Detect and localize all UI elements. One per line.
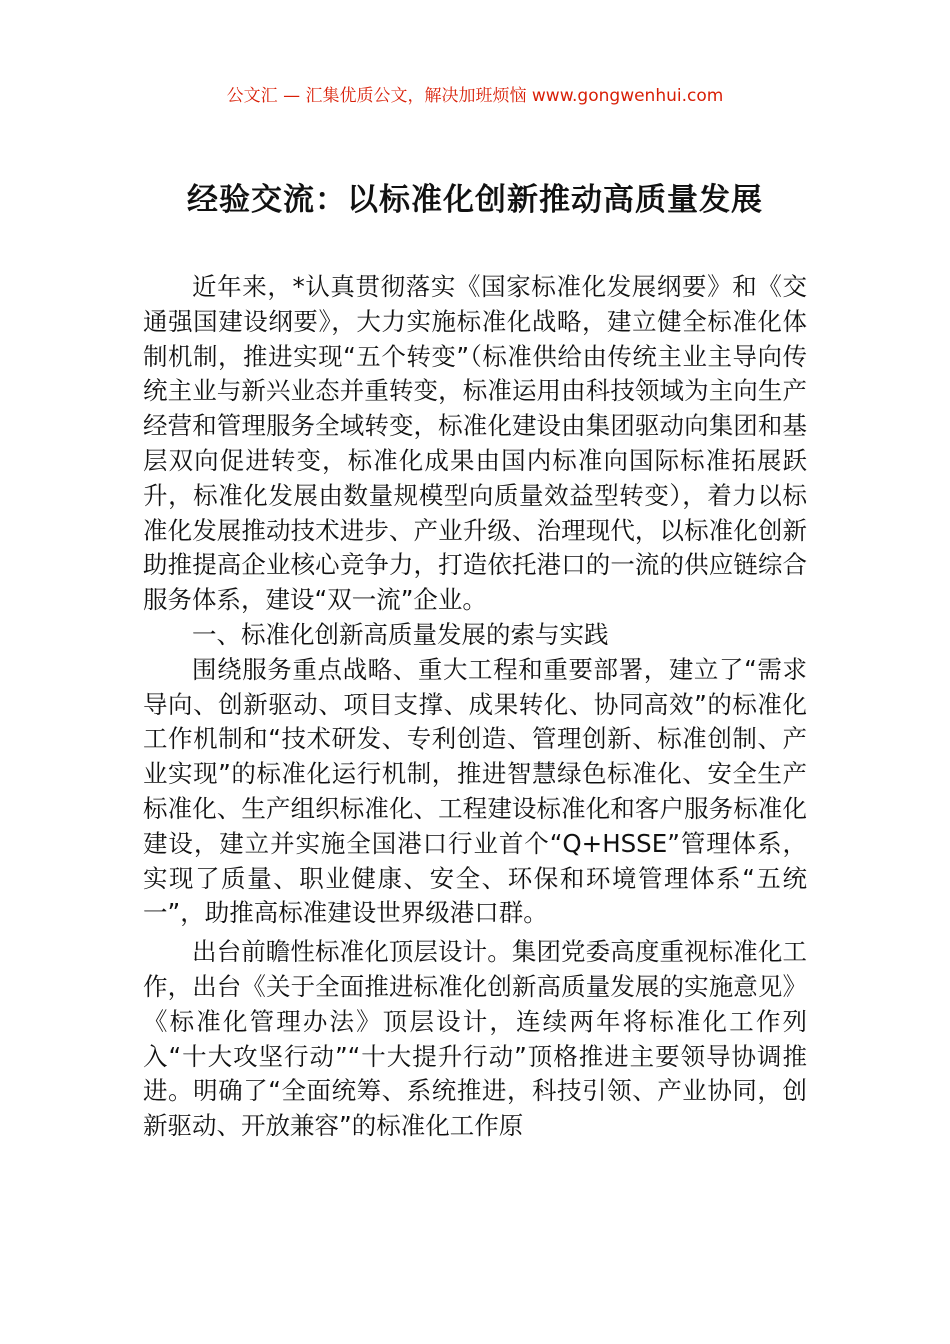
document-title: 经验交流：以标准化创新推动高质量发展 [187,182,763,218]
paragraph-top-level-design: 出台前瞻性标准化顶层设计。集团党委高度重视标准化工作，出台《关于全面推进标准化创新高质量发展的实施意见》《标准化管理办法》顶层设计，连续两年将标准化工作列入“十大攻坚行动”“十大提升行动”顶格推进主要领导协调推进。明确了“全面统筹、系统推进，科技引领、产业协同，创新驱动、开放兼容”的标准化工作原 [143,937,807,1141]
paragraph-mechanism: 围绕服务重点战略、重大工程和重要部署，建立了“需求导向、创新驱动、项目支撑、成果转化、协同高效”的标准化工作机制和“技术研发、专利创造、管理创新、标准创制、产业实现”的标准化运行机制，推进智慧绿色标准化、安全生产标准化、生产组织标准化、工程建设标准化和客户服务标准化建设，建立并实施全国港口行业首个“Q+HSSE”管理体系，实现了质量、职业健康、安全、环保和环境管理体系“五统一”，助推高标准建设世界级港口群。 [143,654,807,928]
header-banner: 公文汇 — 汇集优质公文，解决加班烦恼 www.gongwenhui.com [226,86,724,106]
paragraph-intro: 近年来，*认真贯彻落实《国家标准化发展纲要》和《交通强国建设纲要》，大力实施标准化战略，建立健全标准化体制机制，推进实现“五个转变”（标准供给由传统主业主导向传统主业与新兴业态并重转变，标准运用由科技领域为主向生产经营和管理服务全域转变，标准化建设由集团驱动向集团和基层双向促进转变，标准化成果由国内标准向国际标准拓展跃升，标准化发展由数量规模型向质量效益型转变），着力以标准化发展推动技术进步、产业升级、治理现代，以标准化创新助推提高企业核心竞争力，打造依托港口的一流的供应链综合服务体系，建设“双一流”企业。 [143,272,807,615]
section-heading-1: 一、标准化创新高质量发展的索与实践 [192,619,609,649]
document-body [143,270,807,1144]
